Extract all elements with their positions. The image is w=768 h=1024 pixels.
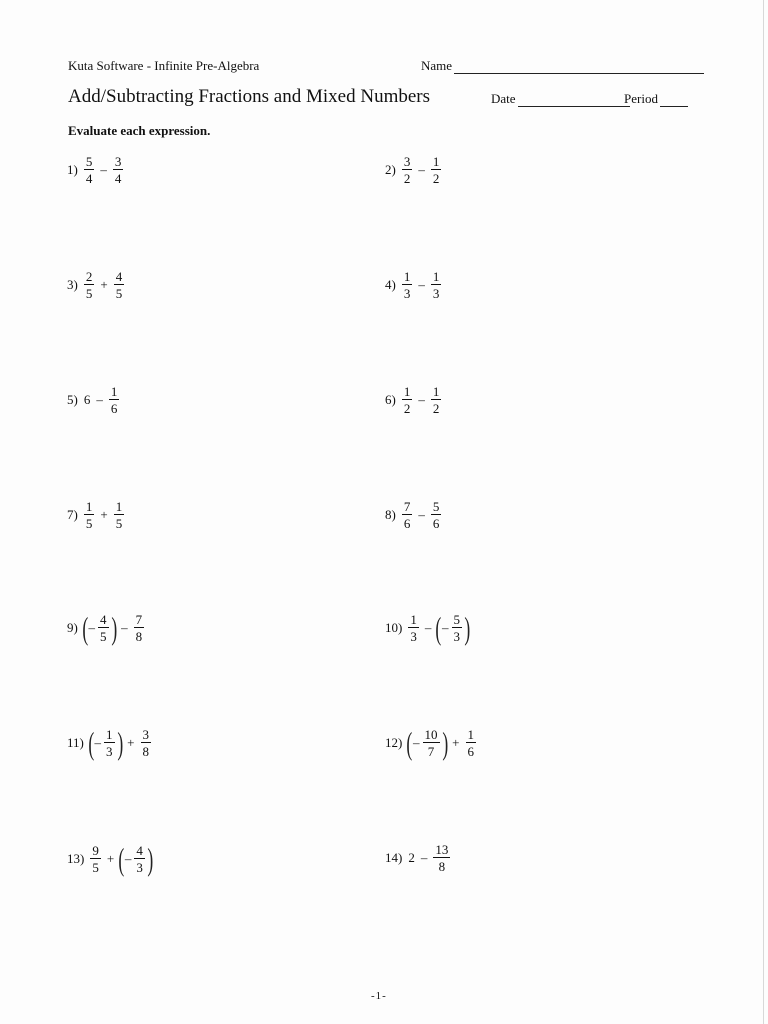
denominator: 8 — [142, 744, 150, 759]
denominator: 3 — [403, 286, 411, 301]
denominator: 3 — [106, 744, 113, 759]
left-parenthesis: ( — [435, 610, 442, 646]
numerator: 1 — [110, 384, 118, 399]
fraction-a — [402, 155, 413, 185]
problem-number: 4) — [385, 277, 396, 292]
numerator: 10 — [424, 727, 438, 742]
problem-number: 2) — [385, 162, 396, 177]
problem-10 — [385, 612, 471, 644]
problem-number: 10) — [385, 620, 403, 635]
date-label: Date — [491, 91, 516, 106]
denominator: 3 — [136, 860, 143, 875]
numerator: 1 — [403, 269, 411, 284]
problem-number: 5) — [67, 392, 78, 407]
name-blank-line[interactable] — [454, 61, 704, 74]
numerator: 2 — [85, 269, 93, 284]
fraction-b — [114, 500, 125, 530]
right-parenthesis: ) — [441, 725, 448, 761]
fraction-b — [114, 270, 125, 300]
numerator: 1 — [115, 499, 123, 514]
problem-5 — [67, 385, 121, 415]
fraction-b — [433, 843, 450, 873]
fraction-b — [431, 385, 442, 415]
problem-number: 9) — [67, 620, 78, 635]
operator: – — [121, 620, 128, 635]
numerator: 5 — [85, 154, 93, 169]
name-field[interactable] — [421, 58, 704, 74]
numerator: 1 — [403, 384, 411, 399]
fraction-a — [104, 728, 115, 758]
denominator: 3 — [410, 629, 417, 644]
problem-2 — [385, 155, 443, 185]
fraction-a — [402, 270, 413, 300]
problem-number: 11) — [67, 735, 84, 750]
fraction-b — [431, 500, 442, 530]
operator: – — [418, 162, 425, 177]
right-parenthesis: ) — [116, 725, 123, 761]
right-parenthesis: ) — [464, 610, 471, 646]
fraction-b — [134, 844, 145, 874]
numerator: 9 — [92, 843, 99, 858]
denominator: 5 — [85, 286, 93, 301]
denominator: 8 — [135, 629, 143, 644]
operator: + — [127, 735, 135, 750]
problem-4 — [385, 270, 443, 300]
denominator: 3 — [453, 629, 460, 644]
numerator: 1 — [410, 612, 417, 627]
period-label: Period — [624, 91, 658, 106]
problem-13 — [67, 843, 154, 875]
fraction-b — [109, 385, 120, 415]
problem-number: 13) — [67, 851, 85, 866]
fraction-b — [141, 728, 152, 758]
fraction-a — [408, 613, 419, 643]
numerator: 4 — [136, 843, 143, 858]
denominator: 8 — [438, 859, 446, 874]
operator: – — [418, 392, 425, 407]
problem-6 — [385, 385, 443, 415]
numerator: 1 — [85, 499, 93, 514]
denominator: 6 — [110, 401, 118, 416]
numerator: 3 — [403, 154, 411, 169]
negative-sign: – — [442, 620, 449, 635]
negative-sign: – — [413, 735, 420, 750]
right-parenthesis: ) — [147, 841, 154, 877]
operator: + — [100, 277, 108, 292]
fraction-b — [113, 155, 124, 185]
fraction-a — [90, 844, 101, 874]
numerator: 1 — [106, 727, 113, 742]
operator: – — [424, 620, 432, 635]
operator: – — [418, 507, 425, 522]
operator: – — [96, 392, 103, 407]
denominator: 5 — [85, 516, 93, 531]
problem-number: 12) — [385, 735, 403, 750]
fraction-a — [84, 270, 95, 300]
fraction-a — [423, 728, 440, 758]
denominator: 2 — [403, 171, 411, 186]
problem-8 — [385, 500, 443, 530]
left-parenthesis: ( — [88, 725, 95, 761]
problem-11 — [67, 727, 153, 759]
denominator: 2 — [432, 171, 440, 186]
problem-1 — [67, 155, 125, 185]
numerator: 5 — [453, 612, 460, 627]
whole-number: 6 — [83, 392, 91, 407]
page-edge — [763, 0, 764, 1024]
denominator: 5 — [115, 516, 123, 531]
operator: + — [100, 507, 108, 522]
operator: – — [420, 850, 428, 865]
numerator: 7 — [135, 612, 143, 627]
denominator: 4 — [114, 171, 122, 186]
page-number: -1- — [371, 990, 387, 1002]
period-blank-line[interactable] — [660, 94, 688, 107]
problem-12 — [385, 727, 478, 759]
problem-number: 6) — [385, 392, 396, 407]
fraction-a — [402, 500, 413, 530]
fraction-b — [466, 728, 477, 758]
denominator: 5 — [115, 286, 123, 301]
problem-3 — [67, 270, 126, 300]
problem-number: 3) — [67, 277, 78, 292]
problem-7 — [67, 500, 126, 530]
denominator: 4 — [85, 171, 93, 186]
right-parenthesis: ) — [110, 610, 117, 646]
problem-9 — [67, 612, 146, 644]
operator: + — [452, 735, 460, 750]
denominator: 5 — [92, 860, 99, 875]
denominator: 6 — [403, 516, 411, 531]
negative-sign: – — [94, 735, 102, 750]
numerator: 1 — [432, 154, 440, 169]
denominator: 2 — [432, 401, 440, 416]
fraction-a — [84, 155, 95, 185]
numerator: 1 — [432, 269, 440, 284]
problem-number: 1) — [67, 162, 78, 177]
fraction-a — [402, 385, 413, 415]
fraction-b — [452, 613, 463, 643]
numerator: 13 — [435, 842, 449, 857]
numerator: 5 — [432, 499, 440, 514]
problem-number: 7) — [67, 507, 78, 522]
problem-14 — [385, 843, 452, 873]
numerator: 3 — [142, 727, 150, 742]
fraction-b — [431, 270, 442, 300]
problem-number: 14) — [385, 850, 403, 865]
numerator: 1 — [432, 384, 440, 399]
numerator: 4 — [115, 269, 123, 284]
instructions: Evaluate each expression. — [68, 123, 211, 138]
operator: – — [418, 277, 425, 292]
page-title: Add/Subtracting Fractions and Mixed Numbers — [68, 86, 431, 107]
denominator: 3 — [432, 286, 440, 301]
numerator: 1 — [467, 727, 474, 742]
denominator: 2 — [403, 401, 411, 416]
problem-number: 8) — [385, 507, 396, 522]
numerator: 4 — [100, 612, 107, 627]
whole-number: 2 — [408, 850, 415, 865]
negative-sign: – — [88, 620, 95, 635]
negative-sign: – — [124, 851, 132, 866]
date-blank-line[interactable] — [518, 94, 630, 107]
name-label: Name — [421, 58, 453, 73]
date-field[interactable] — [491, 91, 630, 107]
numerator: 7 — [403, 499, 411, 514]
denominator: 6 — [467, 744, 474, 759]
left-parenthesis: ( — [82, 610, 89, 646]
denominator: 5 — [100, 629, 107, 644]
operator: – — [100, 162, 107, 177]
denominator: 7 — [427, 744, 435, 759]
denominator: 6 — [432, 516, 440, 531]
fraction-a — [84, 500, 95, 530]
source-label: Kuta Software - Infinite Pre-Algebra — [68, 58, 260, 73]
operator: + — [106, 851, 115, 866]
fraction-b — [431, 155, 442, 185]
fraction-b — [134, 613, 145, 643]
numerator: 3 — [114, 154, 122, 169]
left-parenthesis: ( — [406, 725, 413, 761]
left-parenthesis: ( — [118, 841, 125, 877]
fraction-a — [98, 613, 109, 643]
period-field[interactable] — [624, 91, 688, 107]
